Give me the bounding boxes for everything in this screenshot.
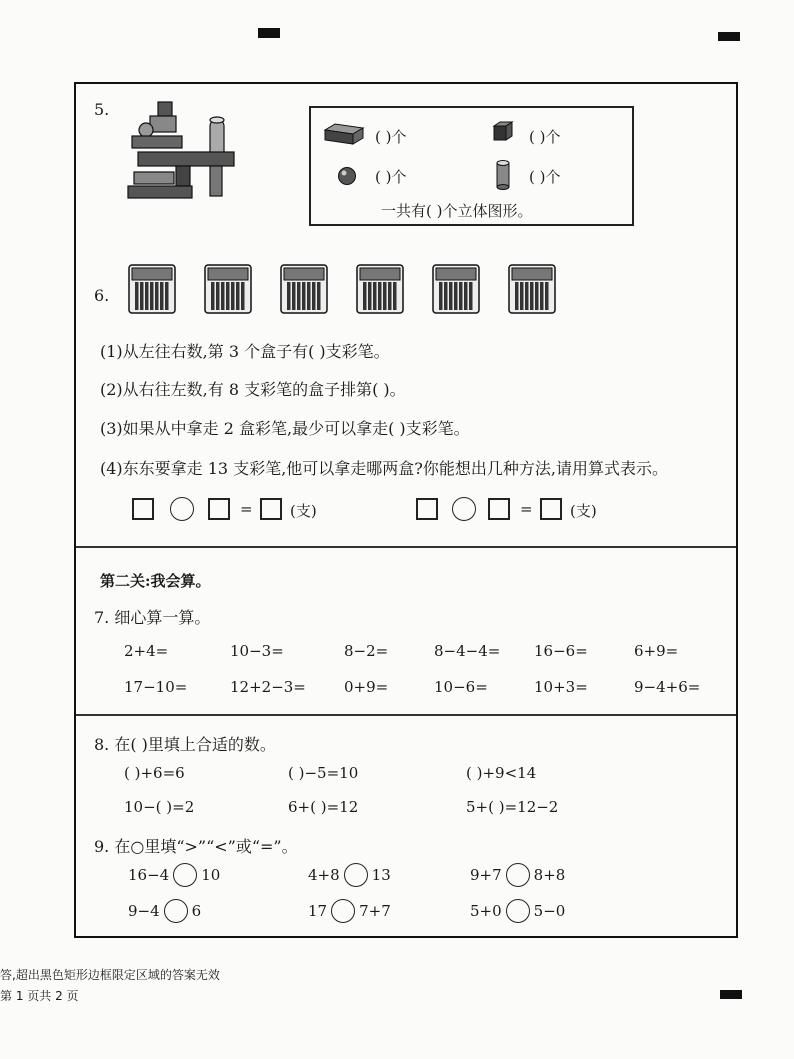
shape-count-box bbox=[309, 106, 634, 226]
q5-number: 5. bbox=[94, 100, 110, 119]
equals-sign-2: = bbox=[520, 500, 533, 518]
addend-box-2b[interactable] bbox=[488, 498, 510, 520]
unit-label-1: (支) bbox=[290, 502, 317, 520]
q6-part4: (4)东东要拿走 13 支彩笔,他可以拿走哪两盒?你能想出几种方法,请用算式表示。 bbox=[100, 459, 668, 478]
cuboid-count-blank[interactable]: ( )个 bbox=[375, 128, 407, 146]
q7-problem[interactable]: 6+9= bbox=[634, 642, 679, 660]
q9-right-expr: 7+7 bbox=[359, 902, 391, 920]
q7-problem[interactable]: 2+4= bbox=[124, 642, 169, 660]
operator-circle-1[interactable] bbox=[170, 497, 194, 521]
q9-left-expr: 4+8 bbox=[308, 866, 340, 884]
q9-left-expr: 17 bbox=[308, 902, 328, 920]
cube-count-blank[interactable]: ( )个 bbox=[529, 128, 561, 146]
sphere-icon bbox=[337, 166, 357, 186]
q9-right-expr: 5−0 bbox=[533, 902, 566, 920]
equals-sign-1: = bbox=[240, 500, 253, 518]
registration-mark-top-left bbox=[258, 28, 280, 38]
cylinder-count-blank[interactable]: ( )个 bbox=[529, 168, 561, 186]
q7-problem[interactable]: 12+2−3= bbox=[230, 678, 306, 696]
q7-problem[interactable]: 10−3= bbox=[230, 642, 284, 660]
sphere-count-blank[interactable]: ( )个 bbox=[375, 168, 407, 186]
q8-problem[interactable]: ( )−5=10 bbox=[288, 764, 359, 782]
q6-part3: (3)如果从中拿走 2 盒彩笔,最少可以拿走( )支彩笔。 bbox=[100, 419, 470, 438]
answer-frame bbox=[74, 82, 738, 938]
section-divider-2 bbox=[76, 714, 736, 716]
compare-circle[interactable] bbox=[331, 899, 355, 923]
addend-box-1a[interactable] bbox=[132, 498, 154, 520]
q8-problem[interactable]: ( )+9<14 bbox=[466, 764, 537, 782]
q9-right-expr: 8+8 bbox=[533, 866, 566, 884]
result-box-2[interactable] bbox=[540, 498, 562, 520]
total-shapes-blank[interactable]: 一共有( )个立体图形。 bbox=[381, 202, 533, 220]
compare-circle[interactable] bbox=[506, 863, 530, 887]
q9-title: 9. 在○里填“>”“<”或“=”。 bbox=[94, 837, 298, 856]
compare-circle[interactable] bbox=[344, 863, 368, 887]
q7-title: 7. 细心算一算。 bbox=[94, 608, 211, 627]
q8-problem[interactable]: 5+( )=12−2 bbox=[466, 798, 559, 816]
q9-left-expr: 9−4 bbox=[128, 902, 160, 920]
cylinder-icon bbox=[495, 160, 511, 190]
cuboid-icon bbox=[323, 122, 365, 146]
q6-part2: (2)从右往左数,有 8 支彩笔的盒子排第( )。 bbox=[100, 380, 406, 399]
addend-box-1b[interactable] bbox=[208, 498, 230, 520]
cube-icon bbox=[491, 120, 515, 144]
result-box-1[interactable] bbox=[260, 498, 282, 520]
unit-label-2: (支) bbox=[570, 502, 597, 520]
section2-title: 第二关:我会算。 bbox=[100, 572, 211, 590]
q9-right-expr: 10 bbox=[201, 866, 221, 884]
q6-part1: (1)从左往右数,第 3 个盒子有( )支彩笔。 bbox=[100, 342, 390, 361]
q8-title: 8. 在( )里填上合适的数。 bbox=[94, 735, 276, 754]
q7-problem[interactable]: 0+9= bbox=[344, 678, 389, 696]
pen-box-icon bbox=[128, 264, 176, 314]
pen-box-icon bbox=[508, 264, 556, 314]
q7-problem[interactable]: 8−4−4= bbox=[434, 642, 501, 660]
compare-circle[interactable] bbox=[164, 899, 188, 923]
q9-right-expr: 6 bbox=[191, 902, 202, 920]
q8-problem[interactable]: 10−( )=2 bbox=[124, 798, 195, 816]
pen-box-icon bbox=[280, 264, 328, 314]
registration-mark-bottom-right bbox=[720, 990, 742, 999]
q9-left-expr: 16−4 bbox=[128, 866, 170, 884]
pen-box-icon bbox=[432, 264, 480, 314]
pen-box-icon bbox=[356, 264, 404, 314]
compare-circle[interactable] bbox=[173, 863, 197, 887]
q9-left-expr: 5+0 bbox=[470, 902, 502, 920]
q7-problem[interactable]: 16−6= bbox=[534, 642, 588, 660]
section-divider-1 bbox=[76, 546, 736, 548]
operator-circle-2[interactable] bbox=[452, 497, 476, 521]
q9-left-expr: 9+7 bbox=[470, 866, 502, 884]
q8-problem[interactable]: 6+( )=12 bbox=[288, 798, 359, 816]
compare-circle[interactable] bbox=[506, 899, 530, 923]
q7-problem[interactable]: 17−10= bbox=[124, 678, 188, 696]
addend-box-2a[interactable] bbox=[416, 498, 438, 520]
q8-problem[interactable]: ( )+6=6 bbox=[124, 764, 185, 782]
q7-problem[interactable]: 9−4+6= bbox=[634, 678, 701, 696]
q7-problem[interactable]: 8−2= bbox=[344, 642, 389, 660]
registration-mark-top-right bbox=[718, 32, 740, 41]
q7-problem[interactable]: 10−6= bbox=[434, 678, 488, 696]
q7-problem[interactable]: 10+3= bbox=[534, 678, 588, 696]
q9-right-expr: 13 bbox=[371, 866, 391, 884]
pen-box-icon bbox=[204, 264, 252, 314]
page-number: 第 1 页共 2 页 bbox=[0, 989, 79, 1003]
q6-number: 6. bbox=[94, 286, 110, 305]
footer-note: 答,超出黑色矩形边框限定区域的答案无效 bbox=[0, 968, 220, 982]
block-stack-illustration bbox=[124, 96, 244, 202]
